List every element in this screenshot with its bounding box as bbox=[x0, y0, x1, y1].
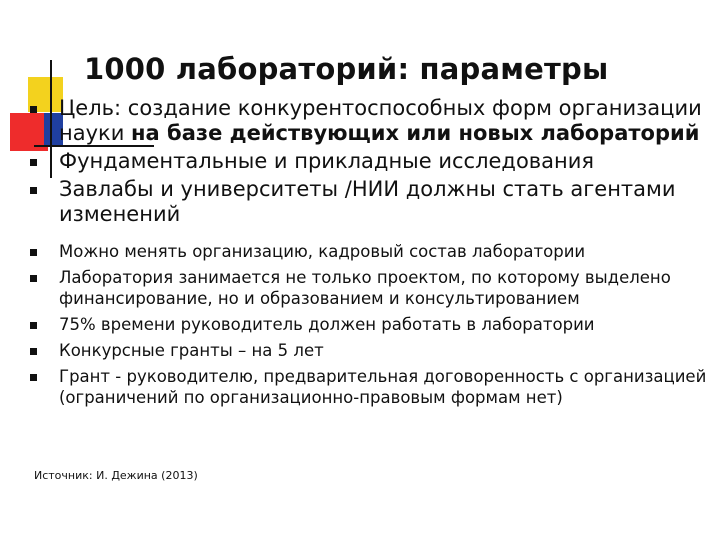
square-bullet-icon bbox=[30, 159, 37, 166]
bullet-bold-text: на базе действующих или новых лабораторий bbox=[131, 121, 700, 145]
bullet-text: Завлабы и университеты /НИИ должны стать агентами изменений bbox=[59, 177, 676, 226]
sub-bullet-item bbox=[26, 241, 716, 262]
sub-bullet-item bbox=[26, 314, 716, 335]
square-bullet-icon bbox=[30, 106, 37, 113]
sub-bullet-text: Лаборатория занимается не только проектом, по которому выделено финансирование, но и образованием и консультированием bbox=[59, 268, 671, 308]
bullet-text: Цель: создание конкурентоспособных форм организации науки на базе действующих или новых лабораторий bbox=[59, 96, 702, 145]
bullet-item bbox=[26, 177, 716, 227]
square-bullet-icon bbox=[30, 249, 37, 256]
source-caption: Источник: И. Дежина (2013) bbox=[34, 469, 198, 482]
square-bullet-icon bbox=[30, 275, 37, 282]
square-bullet-icon bbox=[30, 187, 37, 194]
slide-title: 1000 лабораторий: параметры bbox=[84, 52, 609, 86]
sub-bullet-item bbox=[26, 366, 716, 408]
sub-bullet-text: 75% времени руководитель должен работать в лаборатории bbox=[59, 315, 595, 334]
sub-bullet-item bbox=[26, 340, 716, 361]
bullet-item bbox=[26, 149, 716, 174]
bullet-text: Фундаментальные и прикладные исследования bbox=[59, 149, 595, 173]
bullet-item bbox=[26, 96, 716, 146]
sub-bullet-text: Можно менять организацию, кадровый состав лаборатории bbox=[59, 242, 586, 261]
sub-bullet-item bbox=[26, 267, 716, 309]
square-bullet-icon bbox=[30, 348, 37, 355]
square-bullet-icon bbox=[30, 374, 37, 381]
sub-bullet-text: Конкурсные гранты – на 5 лет bbox=[59, 341, 324, 360]
bullet-list bbox=[26, 96, 716, 408]
sub-bullet-text: Грант - руководителю, предварительная договоренность с организацией (ограничений по организационно-правовым формам нет) bbox=[59, 367, 707, 407]
square-bullet-icon bbox=[30, 322, 37, 329]
